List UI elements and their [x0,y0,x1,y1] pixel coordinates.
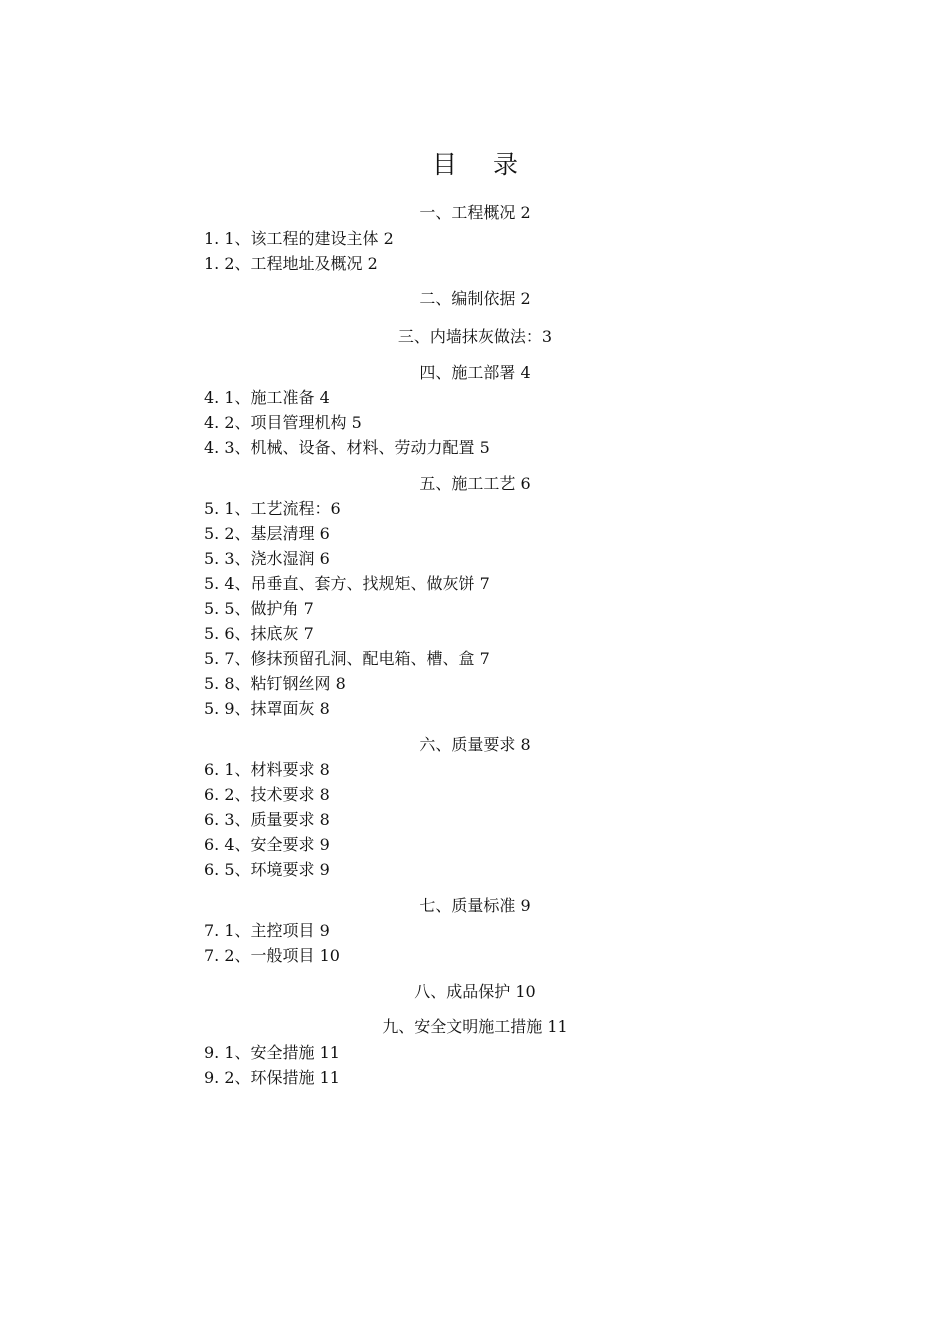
toc-section-entry: 四、施工部署 4 [419,363,531,382]
toc-section-entry: 一、工程概况 2 [419,203,531,222]
toc-section-entry: 三、内墙抹灰做法：3 [397,327,553,346]
toc-subsection-entry: 7. 2、一般项目 10 [204,946,340,965]
toc-section-entry: 九、安全文明施工措施 11 [382,1017,568,1036]
toc-subsection-entry: 6. 1、材料要求 8 [204,760,330,779]
toc-subsection-entry: 5. 3、浇水湿润 6 [204,549,330,568]
toc-subsection-entry: 1. 2、工程地址及概况 2 [204,254,378,273]
toc-title: 目 录 [432,150,532,179]
toc-subsection-entry: 6. 4、安全要求 9 [204,835,330,854]
toc-section-entry: 二、编制依据 2 [419,289,531,308]
toc-subsection-entry: 5. 4、吊垂直、套方、找规矩、做灰饼 7 [204,574,490,593]
toc-subsection-entry: 7. 1、主控项目 9 [204,921,330,940]
toc-subsection-entry: 1. 1、该工程的建设主体 2 [204,229,394,248]
toc-subsection-entry: 5. 5、做护角 7 [204,599,314,618]
toc-subsection-entry: 4. 2、项目管理机构 5 [204,413,362,432]
toc-section-entry: 七、质量标准 9 [419,896,531,915]
toc-subsection-entry: 6. 5、环境要求 9 [204,860,330,879]
toc-section-entry: 八、成品保护 10 [414,982,536,1001]
toc-section-entry: 五、施工工艺 6 [419,474,531,493]
toc-subsection-entry: 5. 6、抹底灰 7 [204,624,314,643]
toc-subsection-entry: 6. 2、技术要求 8 [204,785,330,804]
toc-subsection-entry: 5. 9、抹罩面灰 8 [204,699,330,718]
toc-section-entry: 六、质量要求 8 [419,735,531,754]
toc-subsection-entry: 5. 7、修抹预留孔洞、配电箱、槽、盒 7 [204,649,490,668]
toc-subsection-entry: 5. 8、粘钉钢丝网 8 [204,674,346,693]
toc-subsection-entry: 5. 1、工艺流程：6 [204,499,341,518]
toc-subsection-entry: 5. 2、基层清理 6 [204,524,330,543]
toc-subsection-entry: 4. 1、施工准备 4 [204,388,330,407]
toc-subsection-entry: 9. 1、安全措施 11 [204,1043,340,1062]
toc-subsection-entry: 9. 2、环保措施 11 [204,1068,340,1087]
toc-subsection-entry: 6. 3、质量要求 8 [204,810,330,829]
toc-subsection-entry: 4. 3、机械、设备、材料、劳动力配置 5 [204,438,490,457]
